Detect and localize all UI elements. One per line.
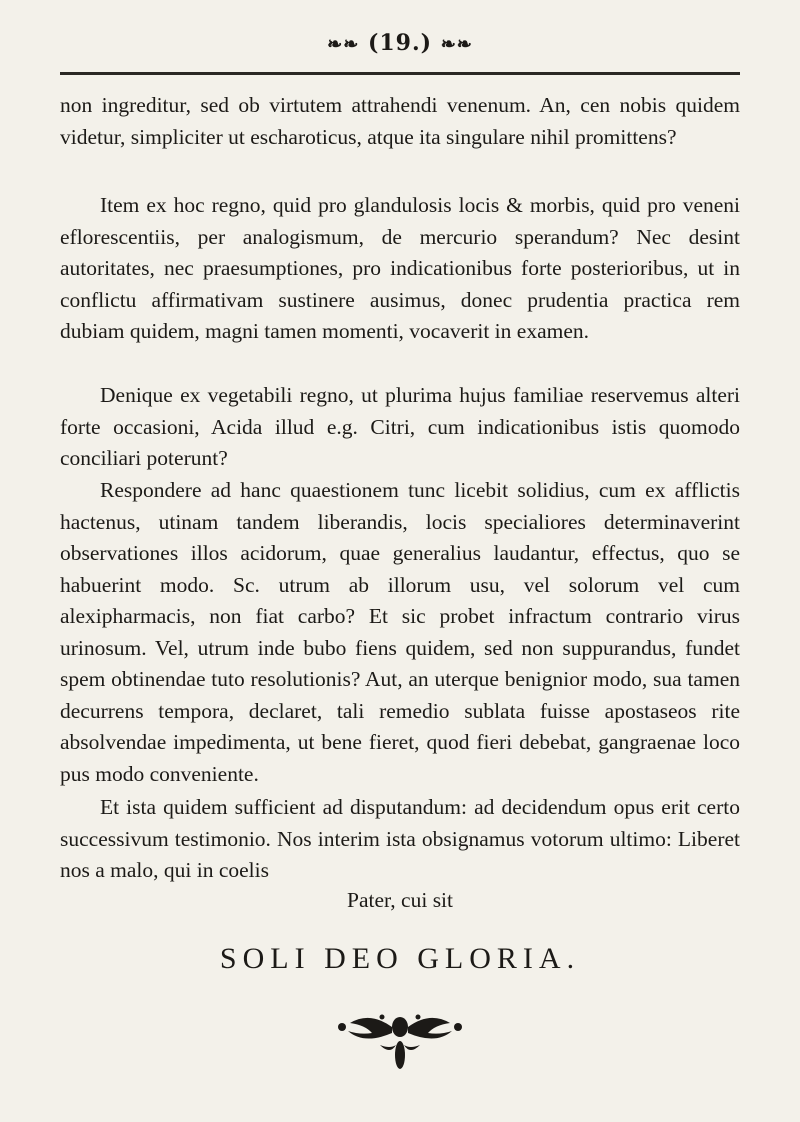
paragraph-2 (60, 190, 740, 348)
paragraph-1-text: non ingreditur, sed ob virtutem attrahendi venenum. An, cen nobis quidem videtur, simpliciter ut escharoticus, atque ita singulare nihil promittens? (60, 93, 740, 149)
paragraph-4 (60, 475, 740, 790)
paragraph-2-text: Item ex hoc regno, quid pro glandulosis locis & morbis, quid pro veneni eflorescentiis, per analogismum, de mercurio sperandum? Nec desint autoritates, nec praesumptiones, pro indicationibus forte posterioribus, ut in conflictu affirmativam sustinere ausimus, donec prudentia practica rem dubiam quidem, magni tamen momenti, vocaverit in examen. (60, 193, 740, 343)
paragraph-5-text: Et ista quidem sufficient ad disputandum: ad decidendum opus erit certo successivum testimonio. Nos interim ista obsignamus votorum ultimo: Liberet nos a malo, qui in coelis (60, 795, 740, 882)
paragraph-3-text: Denique ex vegetabili regno, ut plurima hujus familiae reservemus alteri forte occasioni, Acida illud e.g. Citri, cum indicationibus istis quomodo conciliari poterunt? (60, 383, 740, 470)
paragraph-1 (60, 90, 740, 153)
header-rule (60, 72, 740, 75)
page-header (0, 30, 800, 56)
paragraph-3 (60, 380, 740, 475)
closing-line: Pater, cui sit (346, 888, 454, 912)
page-number: (19.) (367, 30, 433, 56)
soli-deo-gloria: SOLI DEO GLORIA. (219, 942, 581, 975)
header-ornament-left: ❧❧ (327, 34, 360, 55)
paragraph-5 (60, 792, 740, 887)
tailpiece-ornament-icon (320, 1005, 480, 1075)
paragraph-4-text: Respondere ad hanc quaestionem tunc licebit solidius, cum ex afflictis hactenus, utinam tandem liberandis, locis specialiores determinaverint observationes illos acidorum, quae generalius laudantur, effectus, quo se habuerint modo. Sc. utrum ab illorum usu, vel solorum vel cum alexipharmacis, non fiat carbo? Et sic probet infractum contrario virus urinosum. Vel, utrum inde bubo fiens quidem, sed non suppurandus, fundet spem obtinendae tuto resolutionis? Aut, an uterque benignior modo, sua tamen decurrens tempora, declaret, tali remedio sublata fuisse apostaseos rite absolvendae impedimenta, ut bene fieret, quod fieri debebat, gangraenae loco pus modo conveniente. (60, 478, 740, 786)
header-ornament-right: ❧❧ (440, 34, 473, 55)
